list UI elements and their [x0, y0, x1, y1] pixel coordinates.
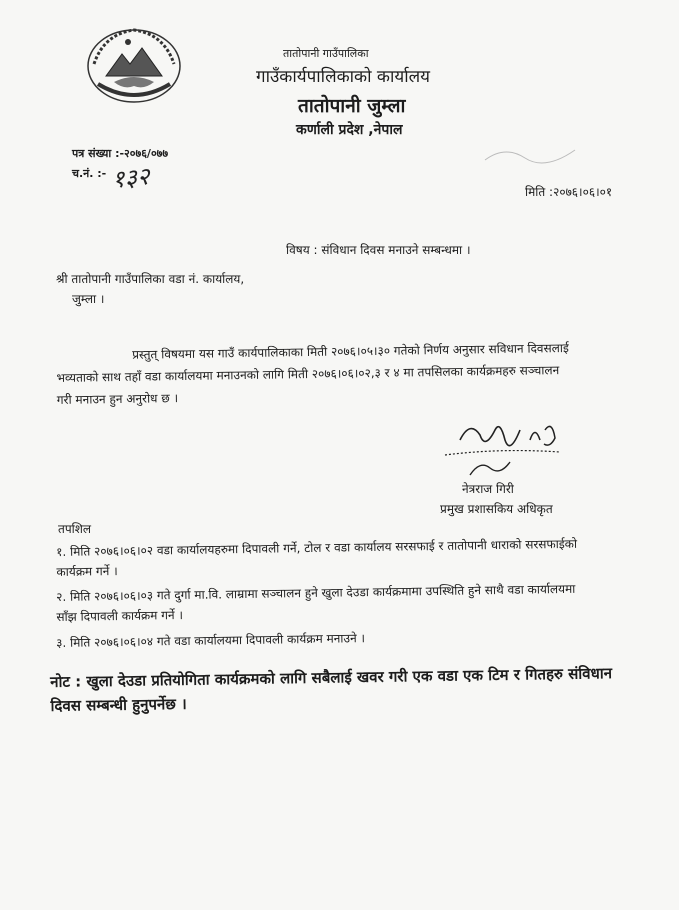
- schedule-item: २. मिति २०७६।०६।०३ गते दुर्गा मा.वि. लाम्रामा सञ्चालन हुने खुला देउडा कार्यक्रमामा उपस्थिति हुने साथै वडा कार्यालयमा साँझ दिपावली कार्यक्रम गर्ने ।: [56, 581, 576, 624]
- dispatch-number-handwritten: १३२: [110, 162, 151, 194]
- letter-date: मिति :२०७६।०६।०१: [525, 185, 613, 199]
- note-paragraph: नोट : खुला देउडा प्रतियोगिता कार्यक्रमको लागि सबैलाई खवर गरी एक वडा एक टिम र गितहरु संविधान दिवस सम्बन्धी हुनुपर्नेछ ।: [50, 664, 613, 715]
- body-paragraph: प्रस्तुत् विषयमा यस गाउँ कार्यपालिकाका मिती २०७६।०५।३० गतेको निर्णय अनुसार सविधान दिवसलाई भव्यताको साथ तहाँ वडा कार्यालयमा मनाउनको लागि मिती २०७६।०६।०२,३ र ४ मा तपसिलका कार्यक्रमहरु सञ्चालन गरी मनाउन हुन अनुरोध छ ।: [56, 340, 569, 407]
- recipient-line-1: श्री तातोपानी गाउँपालिका वडा नं. कार्यालय,: [56, 272, 245, 286]
- letter-subject: विषय : संविधान दिवस मनाउने सम्बन्धमा ।: [286, 243, 471, 257]
- nepal-government-emblem-icon: [84, 24, 184, 106]
- handwritten-signature-icon: [440, 410, 590, 485]
- office-state: कर्णाली प्रदेश ,नेपाल: [296, 122, 403, 138]
- recipient-line-2: जुम्ला ।: [72, 292, 105, 306]
- municipality-name: तातोपानी गाउँपालिका: [283, 47, 369, 60]
- office-name: गाउँकार्यपालिकाको कार्यालय: [256, 67, 431, 87]
- schedule-heading: तपशिल: [58, 522, 92, 536]
- letter-number: पत्र संख्या :-२०७६/०७७: [72, 147, 169, 160]
- schedule-item: १. मिति २०७६।०६।०२ वडा कार्यालयहरुमा दिपावली गर्ने, टोल र वडा कार्यालय सरसफाई र तातोपानी धाराको सरसफाईको कार्यक्रम गर्ने ।: [56, 536, 578, 579]
- signatory-title: प्रमुख प्रशासकिय अधिकृत: [440, 502, 553, 516]
- dispatch-label: च.नं. :-: [72, 167, 107, 180]
- signatory-name: नेत्रराज गिरी: [462, 482, 514, 496]
- faint-stamp-mark: [480, 140, 580, 170]
- office-place: तातोपानी जुम्ला: [298, 95, 406, 117]
- schedule-item: ३. मिति २०७६।०६।०४ गते वडा कार्यालयमा दिपावली कार्यक्रम मनाउने ।: [56, 631, 366, 650]
